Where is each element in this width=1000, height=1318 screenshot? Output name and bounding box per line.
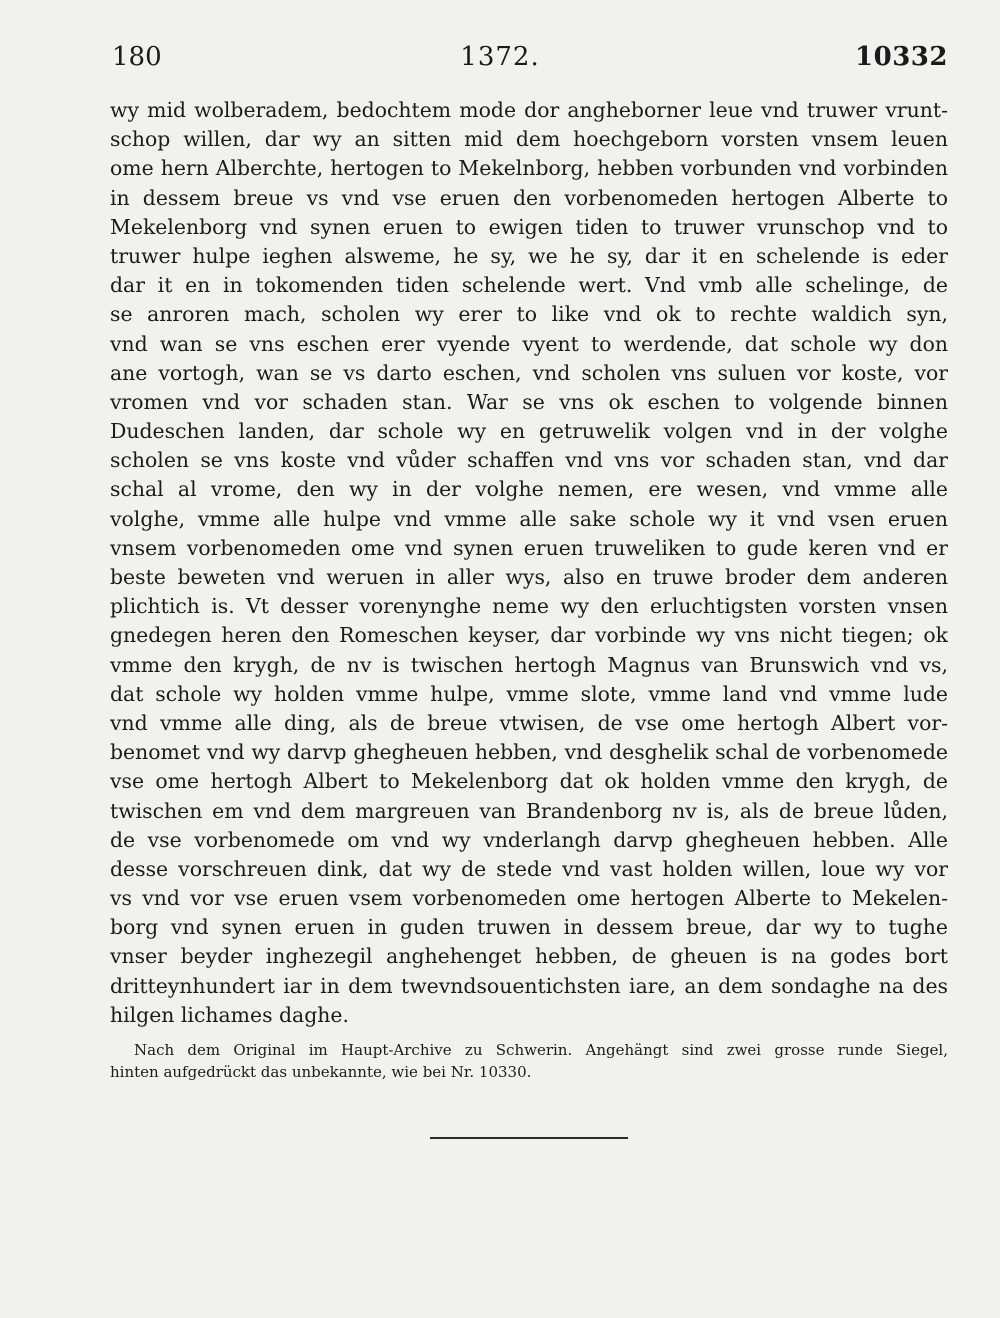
body-line: vnd vmme alle ding, als de breue vtwisen, de vse ome hertogh Albert vor- <box>110 710 948 735</box>
body-line: truwer hulpe ieghen alsweme, he sy, we he sy, dar it en schelende is eder <box>110 243 948 268</box>
body-line: de vse vorbenomede om vnd wy vnderlangh darvp ghegheuen hebben. Alle <box>110 827 948 852</box>
header-year: 1372. <box>460 42 540 72</box>
page-number: 180 <box>112 42 162 72</box>
body-line: scholen se vns koste vnd vůder schaffen vnd vns vor schaden stan, vnd dar <box>110 448 948 473</box>
body-line: dar it en in tokomenden tiden schelende wert. Vnd vmb alle schelinge, de <box>110 273 948 298</box>
body-line: Mekelenborg vnd synen eruen to ewigen tiden to truwer vrunschop vnd to <box>110 214 948 239</box>
body-line: beste beweten vnd weruen in aller wys, also en truwe broder dem anderen <box>110 565 948 589</box>
body-line: plichtich is. Vt desser vorenynghe neme wy den erluchtigsten vorsten vnsen <box>110 594 948 619</box>
body-line: borg vnd synen eruen in guden truwen in dessem breue, dar wy to tughe <box>110 915 948 940</box>
body-line: vnsem vorbenomeden ome vnd synen eruen truweliken to gude keren vnd er <box>110 535 948 560</box>
footnote-line: hinten aufgedrückt das unbekannte, wie bei Nr. 10330. <box>110 1063 532 1081</box>
body-line: schal al vrome, den wy in der volghe nemen, ere wesen, vnd vmme alle <box>110 477 948 502</box>
body-line: wy mid wolberadem, bedochtem mode dor angheborner leue vnd truwer vrunt- <box>110 98 948 122</box>
body-text <box>110 96 948 1030</box>
body-line: twischen em vnd dem margreuen van Brandenborg nv is, als de breue lůden, <box>110 798 948 823</box>
body-line: vnser beyder inghezegil anghehenget hebben, de gheuen is na godes bort <box>110 944 948 969</box>
body-line: in dessem breue vs vnd vse eruen den vorbenomeden hertogen Alberte to <box>110 185 948 210</box>
footnote-line: Nach dem Original im Haupt-Archive zu Schwerin. Angehängt sind zwei grosse runde Siegel, <box>134 1041 948 1059</box>
body-line: dritteynhundert iar in dem twevndsouentichsten iare, an dem sondaghe na des <box>110 973 948 998</box>
body-line: vnd wan se vns eschen erer vyende vyent to werdende, dat schole wy don <box>110 331 948 356</box>
body-line: dat schole wy holden vmme hulpe, vmme slote, vmme land vnd vmme lude <box>110 681 948 706</box>
body-line: vs vnd vor vse eruen vsem vorbenomeden ome hertogen Alberte to Mekelen- <box>110 886 948 911</box>
body-line: vmme den krygh, de nv is twischen hertogh Magnus van Brunswich vnd vs, <box>110 652 948 677</box>
body-line: desse vorschreuen dink, dat wy de stede vnd vast holden willen, loue wy vor <box>110 856 948 881</box>
body-line: vse ome hertogh Albert to Mekelenborg dat ok holden vmme den krygh, de <box>110 769 948 794</box>
body-line: ome hern Alberchte, hertogen to Mekelnborg, hebben vorbunden vnd vorbinden <box>110 156 948 181</box>
body-line: vromen vnd vor schaden stan. War se vns ok eschen to volgende binnen <box>110 389 948 414</box>
document-number: 10332 <box>855 42 948 72</box>
body-line: Dudeschen landen, dar schole wy en getruwelik volgen vnd in der volghe <box>110 419 948 444</box>
body-line: volghe, vmme alle hulpe vnd vmme alle sake schole wy it vnd vsen eruen <box>110 506 948 531</box>
source-footnote <box>110 1039 948 1083</box>
body-line: ane vortogh, wan se vs darto eschen, vnd scholen vns suluen vor koste, vor <box>110 360 948 385</box>
body-line: schop willen, dar wy an sitten mid dem hoechgeborn vorsten vnsem leuen <box>110 127 948 152</box>
body-line: hilgen lichames daghe. <box>110 1002 349 1027</box>
body-line: se anroren mach, scholen wy erer to like vnd ok to rechte waldich syn, <box>110 302 948 327</box>
body-line: benomet vnd wy darvp ghegheuen hebben, vnd desghelik schal de vorbenomede <box>110 740 948 765</box>
section-divider <box>430 1137 628 1139</box>
body-line: gnedegen heren den Romeschen keyser, dar vorbinde wy vns nicht tiegen; ok <box>110 623 948 648</box>
